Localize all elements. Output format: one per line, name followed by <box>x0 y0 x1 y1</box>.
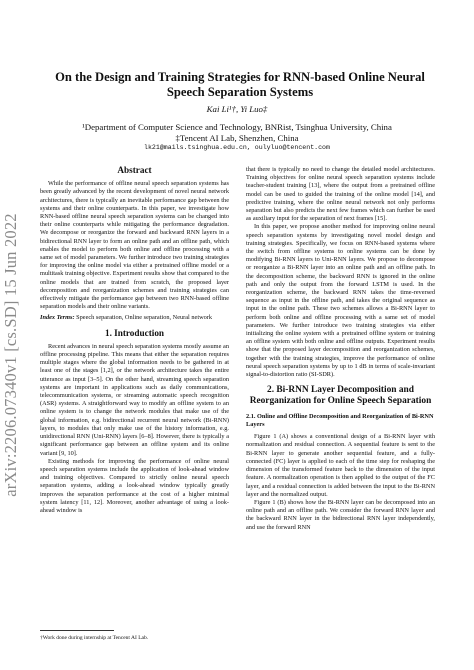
arxiv-identifier-text: arXiv:2206.07340v1 [cs.SD] 15 Jun 2022 <box>1 213 20 497</box>
index-terms-label: Index Terms: <box>40 314 75 322</box>
abstract-text: While the performance of offline neural speech separation systems has been greatly advanced by the recent development of novel neural network architectures, there is typically an inevitable performance gap between the systems and their online counterparts. In this paper, we investigate how RNN-based offline neural speech separation systems can be changed into their online counterparts while mitigating the performance degradation. We decompose or reorganize the forward and backward RNN layers in a bidirectional RNN layer to form an online path and an offline path, which enables the model to perform both online and offline processing with a same set of model parameters. We further introduce two training strategies for improving the online model via either a pretrained offline model or a multitask training objective. Experiment results show that compared to the online models that are trained from scratch, the proposed layer decomposition and reorganization schemes and training strategies can effectively mitigate the performance gap between two RNN-based offline separation models and their online variants. <box>40 180 229 311</box>
introduction-paragraph: Existing methods for improving the performance of online neural speech separation systems include the application of look-ahead window and training objectives. Compared to strictly online neural speech separation systems, adding a look-ahead window typically greatly improves the separation performance at the cost of a higher minimal system latency [11, 12]. Moreover, another advantage of using a look-ahead window is <box>40 457 229 514</box>
body-paragraph: In this paper, we propose another method for improving online neural speech separation systems by investigating novel model design and training strategies. Specifically, we focus on RNN-based systems where the switch from offline systems to online systems can be done by modifying Bi-RNN layers to Uni-RNN layers. We propose to decompose or reorganize a Bi-RNN layer into an online path and an offline path. In the decomposition scheme, the backward RNN is ignored in the online path and only the output from the forward LSTM is used. In the reorganization scheme, the backward RNN takes the time-reversed sequence as input in the offline path, and takes the original sequence as input in the online path. These two schemes allows a Bi-RNN layer to perform both online and offline processing with a same set of model parameters. We further introduce two training strategies via either initializing the online system with a pretrained offline system or training an offline system with both online and offline outputs. Experiment results show that the proposed layer decomposition and reorganization schemes, together with the training strategies, improve the performance of online neural speech separation systems by up to 1 dB in terms of scale-invariant signal-to-distortion ratio (SI-SDR). <box>246 223 435 379</box>
body-paragraph: that there is typically no need to change the detailed model architectures. Training objectives for online neural speech separation systems include teacher-student training [13], where the output from a pretrained offline model can be used to guided the training of the online model [14], and predictive training, where the online neural network not only performs separation but also predicts the next few frames which can further be used as auxiliary input for the separation of next frames [15]. <box>246 166 435 223</box>
subsection-2-1-heading: 2.1. Online and Offline Decomposition and Reorganization of Bi-RNN Layers <box>246 413 434 429</box>
affiliation-line: ¹Department of Computer Science and Technology, BNRist, Tsinghua University, China <box>82 122 392 132</box>
author-affiliations <box>0 122 474 144</box>
footnote: †Work done during internship at Tencent AI Lab. <box>40 635 149 641</box>
index-terms <box>40 314 229 322</box>
index-terms-text: Speech separation, Online separation, Neural network <box>74 314 213 322</box>
affiliation-line: ‡Tencent AI Lab, Shenzhen, China <box>175 133 299 143</box>
left-column <box>40 166 229 515</box>
paper-title: On the Design and Training Strategies for RNN-based Online Neural Speech Separation Systems <box>55 70 425 99</box>
abstract-heading: Abstract <box>117 165 152 175</box>
paper-authors: Kai Li¹†, Yi Luo‡ <box>206 104 268 114</box>
introduction-paragraph: Recent advances in neural speech separation systems mostly assume an offline processing pipeline. This means that either the separation requires multiple stages where the global information needs to be gathered in at least one of the stages [1,2], or the network architecture takes the entire utterance as input [3–5]. On the other hand, streaming speech separation systems are important in applications such as daily communications, telecommunication systems, or streaming automatic speech recognition (ASR) systems. A straightforward way to modify an offline system to an online system is to change the network modules that make use of the global information, e.g. bidirectional recurrent neural network (Bi-RNN) layers, to modules that only make use of the history information, e.g. unidirectional RNN (Uni-RNN) layers [6–8]. However, there is typically a significant performance gap between an offline system and its online variant [9, 10]. <box>40 342 229 457</box>
footnote-divider <box>40 630 114 631</box>
introduction-heading: 1. Introduction <box>104 327 165 338</box>
arxiv-identifier-stamp <box>0 190 26 520</box>
right-column <box>246 166 435 532</box>
body-paragraph: Figure 1 (B) shows how the Bi-RNN layer can be decomposed into an online path and an offline path. We consider the forward RNN layer and the backward RNN layer in the bidirectional RNN layer independently, and use the forward RNN <box>246 498 435 531</box>
section-2-heading: 2. Bi-RNN Layer Decomposition and Reorganization for Online Speech Separation <box>249 385 432 407</box>
body-paragraph: Figure 1 (A) shows a conventional design of a Bi-RNN layer with normalization and residual connection. A sequential feature is sent to the Bi-RNN layer to generate another sequential feature, and a fully-connected (FC) layer is applied to each of the time step for reshaping the dimension of the transformed feature back to the dimension of the input feature. A normalization operation is then applied to the output of the FC layer, and a residual connection is added between the input to the Bi-RNN layer and the normalized output. <box>246 433 435 498</box>
author-emails: lk21@mails.tsinghua.edu.cn, oulyluo@tencent.com <box>144 144 330 151</box>
